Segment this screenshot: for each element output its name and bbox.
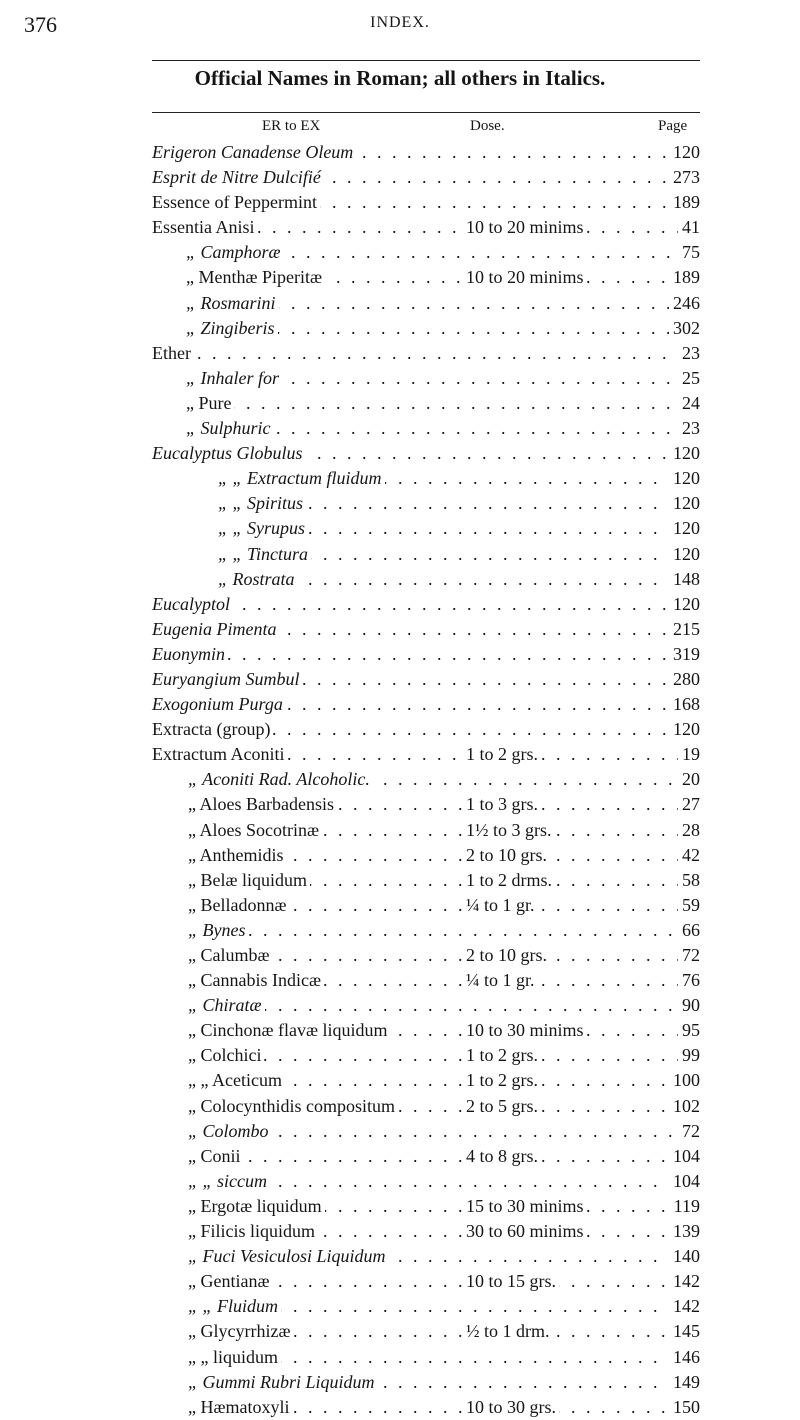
entry-name: „ „ Syrupus bbox=[218, 516, 308, 541]
entry-name: „ Gummi Rubri Liquidum bbox=[188, 1370, 378, 1395]
entry-page: 168 bbox=[669, 692, 700, 717]
entry-name: „ „ Tinctura bbox=[218, 542, 311, 567]
entry-page: 145 bbox=[669, 1319, 700, 1344]
running-head: INDEX. bbox=[370, 14, 430, 31]
index-entry bbox=[0, 1068, 800, 1093]
entry-name: „ Belladonnæ bbox=[188, 893, 289, 918]
entry-name: Eucalyptol bbox=[152, 592, 233, 617]
entry-name: Extracta (group) bbox=[152, 717, 273, 742]
entry-name: „ Calumbæ bbox=[188, 943, 273, 968]
entry-name: „ Belæ liquidum bbox=[188, 868, 310, 893]
entry-page: 273 bbox=[669, 165, 700, 190]
index-entry bbox=[0, 265, 800, 290]
index-entry bbox=[0, 767, 800, 792]
entry-page: 120 bbox=[669, 441, 700, 466]
entry-name: „ „ Extractum fluidum bbox=[218, 466, 385, 491]
index-entry bbox=[0, 215, 800, 240]
entry-page: 139 bbox=[669, 1219, 700, 1244]
entry-page: 41 bbox=[678, 215, 700, 240]
entry-name: Euryangium Sumbul bbox=[152, 667, 303, 692]
index-entry bbox=[0, 1269, 800, 1294]
entry-page: 120 bbox=[669, 717, 700, 742]
index-entry bbox=[0, 190, 800, 215]
entry-page: 120 bbox=[669, 592, 700, 617]
index-entry bbox=[0, 843, 800, 868]
entry-page: 120 bbox=[669, 140, 700, 165]
entry-page: 99 bbox=[678, 1043, 700, 1068]
entry-page: 28 bbox=[678, 818, 700, 843]
entry-dose: 1½ to 3 grs. bbox=[466, 818, 555, 843]
index-entries bbox=[0, 140, 800, 1420]
entry-dose: 10 to 20 minims bbox=[466, 265, 587, 290]
leader-dots bbox=[188, 993, 700, 1018]
index-entry bbox=[0, 993, 800, 1018]
entry-page: 215 bbox=[669, 617, 700, 642]
leader-dots bbox=[152, 592, 700, 617]
index-entry bbox=[0, 1119, 800, 1144]
index-entry bbox=[0, 1194, 800, 1219]
index-entry bbox=[0, 667, 800, 692]
index-entry bbox=[0, 516, 800, 541]
entry-page: 58 bbox=[678, 868, 700, 893]
entry-name: Esprit de Nitre Dulcifié bbox=[152, 165, 324, 190]
index-entry bbox=[0, 742, 800, 767]
entry-page: 20 bbox=[678, 767, 700, 792]
entry-page: 119 bbox=[670, 1194, 700, 1219]
entry-dose: 1 to 2 grs. bbox=[466, 1043, 541, 1068]
entry-name: Erigeron Canadense Oleum bbox=[152, 140, 356, 165]
entry-name: „ Hæmatoxyli bbox=[188, 1395, 293, 1420]
index-entry bbox=[0, 491, 800, 516]
index-entry bbox=[0, 240, 800, 265]
entry-name: Eugenia Pimenta bbox=[152, 617, 279, 642]
entry-name: „ Cinchonæ flavæ liquidum bbox=[188, 1018, 391, 1043]
entry-page: 23 bbox=[678, 416, 700, 441]
entry-name: „ Sulphuric bbox=[186, 416, 274, 441]
index-entry bbox=[0, 868, 800, 893]
entry-name: „ „ Spiritus bbox=[218, 491, 306, 516]
entry-page: 120 bbox=[669, 491, 700, 516]
entry-page: 104 bbox=[669, 1169, 700, 1194]
index-entry bbox=[0, 1144, 800, 1169]
entry-name: Essentia Anisi bbox=[152, 215, 258, 240]
entry-page: 59 bbox=[678, 893, 700, 918]
entry-name: „ Glycyrrhizæ bbox=[188, 1319, 293, 1344]
entry-dose: 2 to 10 grs. bbox=[466, 943, 550, 968]
index-entry bbox=[0, 1345, 800, 1370]
index-entry bbox=[0, 717, 800, 742]
index-entry bbox=[0, 792, 800, 817]
entry-name: „ Bynes bbox=[188, 918, 249, 943]
entry-name: Essence of Peppermint bbox=[152, 190, 320, 215]
entry-name: „ Aloes Barbadensis bbox=[188, 792, 337, 817]
entry-name: „ Aconiti Rad. Alcoholic. bbox=[188, 767, 373, 792]
index-entry bbox=[0, 1043, 800, 1068]
index-entry bbox=[0, 366, 800, 391]
entry-dose: 2 to 10 grs. bbox=[466, 843, 550, 868]
entry-page: 72 bbox=[678, 943, 700, 968]
entry-page: 189 bbox=[669, 265, 700, 290]
index-entry bbox=[0, 617, 800, 642]
entry-dose: 1 to 3 grs. bbox=[466, 792, 541, 817]
index-entry bbox=[0, 1319, 800, 1344]
leader-dots bbox=[188, 918, 700, 943]
header-rule bbox=[152, 60, 700, 61]
index-entry bbox=[0, 291, 800, 316]
index-entry bbox=[0, 165, 800, 190]
entry-page: 100 bbox=[669, 1068, 700, 1093]
entry-page: 280 bbox=[669, 667, 700, 692]
entry-name: „ Chiratæ bbox=[188, 993, 265, 1018]
entry-name: Exogonium Purga bbox=[152, 692, 286, 717]
index-entry bbox=[0, 441, 800, 466]
index-entry bbox=[0, 1169, 800, 1194]
index-entry bbox=[0, 818, 800, 843]
entry-dose: 10 to 20 minims bbox=[466, 215, 587, 240]
entry-page: 146 bbox=[669, 1345, 700, 1370]
index-entry bbox=[0, 1244, 800, 1269]
index-entry bbox=[0, 918, 800, 943]
entry-name: „ „ siccum bbox=[188, 1169, 270, 1194]
page-number: 376 bbox=[24, 12, 57, 37]
entry-name: „ „ Fluidum bbox=[188, 1294, 281, 1319]
entry-dose: 30 to 60 minims bbox=[466, 1219, 587, 1244]
entry-name: „ Menthæ Piperitæ bbox=[186, 265, 325, 290]
index-entry bbox=[0, 567, 800, 592]
entry-page: 302 bbox=[669, 316, 700, 341]
entry-page: 189 bbox=[669, 190, 700, 215]
index-entry bbox=[0, 1294, 800, 1319]
entry-name: „ Rosmarini bbox=[186, 291, 279, 316]
entry-page: 140 bbox=[669, 1244, 700, 1269]
entry-page: 120 bbox=[669, 516, 700, 541]
entry-name: „ Aloes Socotrinæ bbox=[188, 818, 322, 843]
entry-page: 23 bbox=[678, 341, 700, 366]
index-entry bbox=[0, 893, 800, 918]
entry-dose: 10 to 30 grs. bbox=[466, 1395, 559, 1420]
entry-page: 142 bbox=[669, 1269, 700, 1294]
index-entry bbox=[0, 140, 800, 165]
leader-dots bbox=[152, 341, 700, 366]
entry-name: „ Colchici bbox=[188, 1043, 264, 1068]
entry-page: 120 bbox=[669, 542, 700, 567]
entry-dose: 4 to 8 grs. bbox=[466, 1144, 541, 1169]
entry-dose: 2 to 5 grs. bbox=[466, 1094, 541, 1119]
entry-page: 25 bbox=[678, 366, 700, 391]
index-entry bbox=[0, 1018, 800, 1043]
entry-name: „ Cannabis Indicæ bbox=[188, 968, 324, 993]
notice-rule bbox=[152, 112, 700, 113]
entry-page: 319 bbox=[669, 642, 700, 667]
index-entry bbox=[0, 542, 800, 567]
index-entry bbox=[0, 1094, 800, 1119]
index-entry bbox=[0, 642, 800, 667]
entry-name: Eucalyptus Globulus bbox=[152, 441, 306, 466]
entry-name: „ „ Aceticum bbox=[188, 1068, 285, 1093]
entry-page: 27 bbox=[678, 792, 700, 817]
entry-name: „ Rostrata bbox=[218, 567, 298, 592]
leader-dots bbox=[186, 391, 700, 416]
entry-page: 76 bbox=[678, 968, 700, 993]
italics-notice: Official Names in Roman; all others in Italics. bbox=[194, 66, 606, 90]
entry-name: „ Inhaler for bbox=[186, 366, 282, 391]
entry-name: „ Colombo bbox=[188, 1119, 272, 1144]
column-heading-dose: Dose. bbox=[470, 118, 505, 134]
entry-name: Extractum Aconiti bbox=[152, 742, 287, 767]
entry-dose: ½ to 1 drm. bbox=[466, 1319, 553, 1344]
entry-page: 95 bbox=[678, 1018, 700, 1043]
index-entry bbox=[0, 1219, 800, 1244]
entry-dose: 1 to 2 grs. bbox=[466, 742, 541, 767]
index-entry bbox=[0, 1370, 800, 1395]
index-entry bbox=[0, 391, 800, 416]
entry-page: 104 bbox=[669, 1144, 700, 1169]
entry-page: 19 bbox=[678, 742, 700, 767]
entry-page: 120 bbox=[669, 466, 700, 491]
column-heading-page: Page bbox=[658, 118, 688, 134]
entry-dose: ¼ to 1 gr. bbox=[466, 893, 538, 918]
entry-page: 148 bbox=[669, 567, 700, 592]
entry-dose: 10 to 15 grs. bbox=[466, 1269, 559, 1294]
entry-name: „ Gentianæ bbox=[188, 1269, 272, 1294]
entry-page: 149 bbox=[669, 1370, 700, 1395]
entry-page: 75 bbox=[678, 240, 700, 265]
entry-page: 42 bbox=[678, 843, 700, 868]
index-entry bbox=[0, 1395, 800, 1420]
entry-name: „ Pure bbox=[186, 391, 234, 416]
entry-dose: ¼ to 1 gr. bbox=[466, 968, 538, 993]
entry-name: „ Anthemidis bbox=[188, 843, 287, 868]
entry-page: 150 bbox=[669, 1395, 700, 1420]
entry-name: „ Fuci Vesiculosi Liquidum bbox=[188, 1244, 389, 1269]
entry-dose: 10 to 30 minims bbox=[466, 1018, 587, 1043]
entry-name: „ Ergotæ liquidum bbox=[188, 1194, 325, 1219]
index-entry bbox=[0, 466, 800, 491]
index-entry bbox=[0, 416, 800, 441]
entry-page: 90 bbox=[678, 993, 700, 1018]
entry-name: „ Conii bbox=[188, 1144, 244, 1169]
entry-dose: 1 to 2 grs. bbox=[466, 1068, 541, 1093]
entry-page: 24 bbox=[678, 391, 700, 416]
entry-name: „ Filicis liquidum bbox=[188, 1219, 318, 1244]
index-entry bbox=[0, 968, 800, 993]
entry-name: „ „ liquidum bbox=[188, 1345, 281, 1370]
entry-name: „ Camphoræ bbox=[186, 240, 284, 265]
entry-page: 66 bbox=[678, 918, 700, 943]
entry-page: 142 bbox=[669, 1294, 700, 1319]
entry-page: 72 bbox=[678, 1119, 700, 1144]
entry-page: 246 bbox=[669, 291, 700, 316]
entry-dose: 1 to 2 drms. bbox=[466, 868, 555, 893]
index-entry bbox=[0, 943, 800, 968]
entry-name: „ Zingiberis bbox=[186, 316, 278, 341]
entry-page: 102 bbox=[669, 1094, 700, 1119]
index-entry bbox=[0, 341, 800, 366]
leader-dots bbox=[152, 642, 700, 667]
index-entry bbox=[0, 316, 800, 341]
entry-dose: 15 to 30 minims bbox=[466, 1194, 587, 1219]
index-entry bbox=[0, 692, 800, 717]
index-entry bbox=[0, 592, 800, 617]
entry-name: Euonymin bbox=[152, 642, 228, 667]
column-heading-range: ER to EX bbox=[262, 118, 321, 134]
entry-name: Ether bbox=[152, 341, 194, 366]
entry-name: „ Colocynthidis compositum bbox=[188, 1094, 398, 1119]
